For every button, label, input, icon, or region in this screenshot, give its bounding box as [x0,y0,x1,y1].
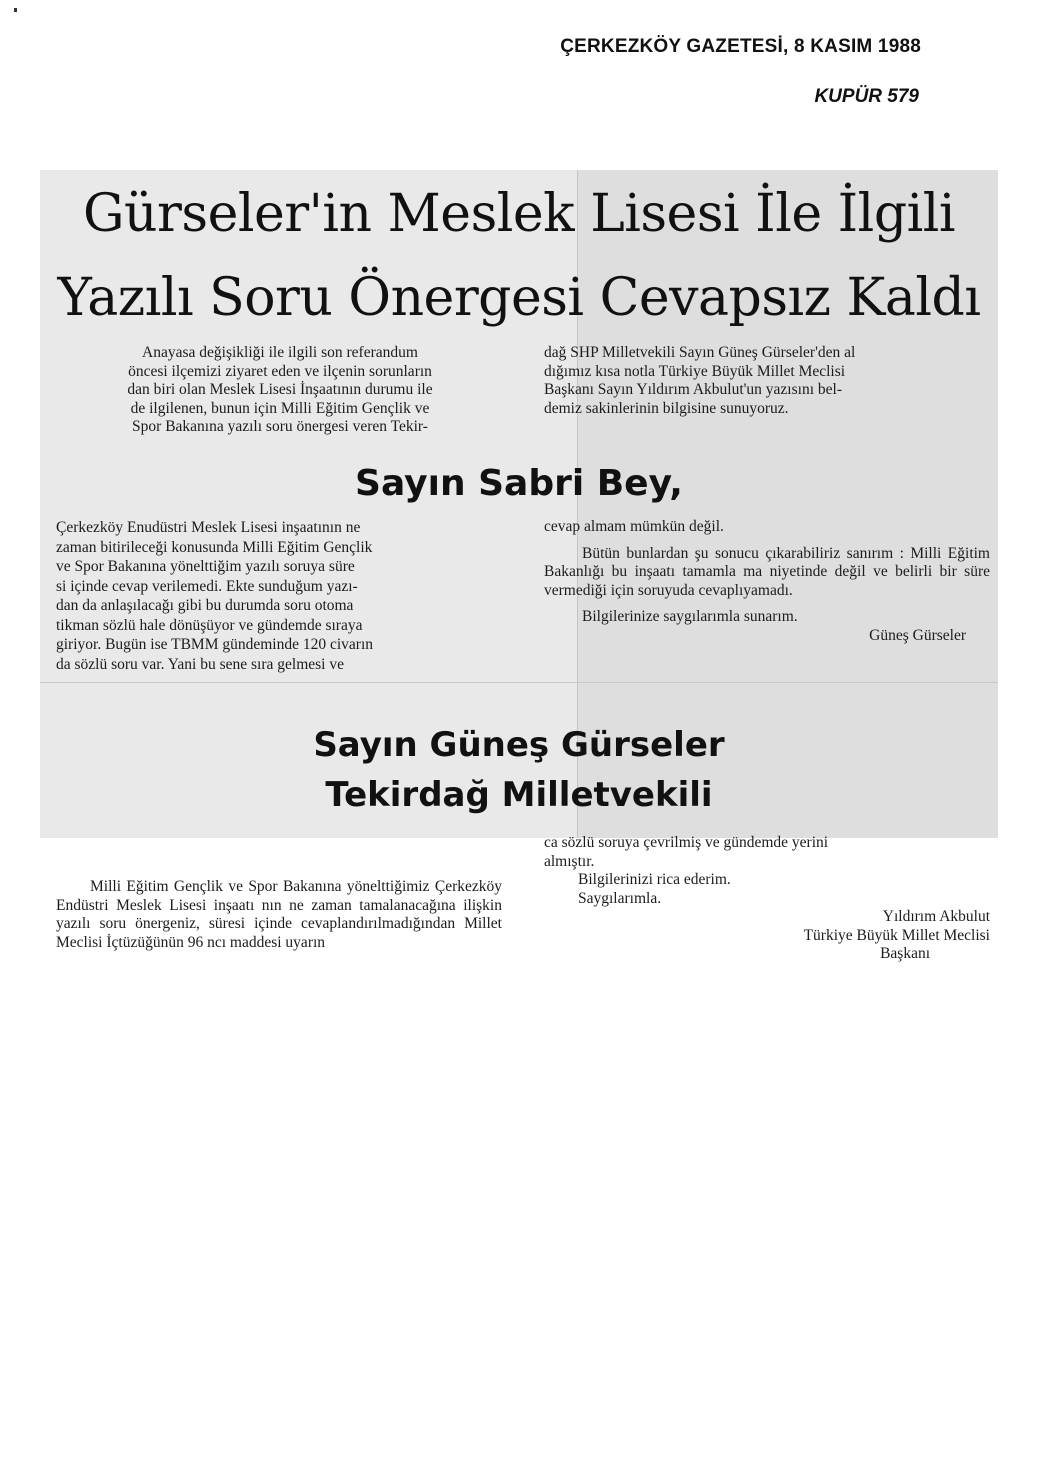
intro-right-column [544,344,992,418]
headline-line-1: Gürseler'in Meslek Lisesi İle İlgili [83,184,955,244]
intro-right-line: demiz sakinlerinin bilgisine sunuyoruz. [544,399,789,417]
letter1-right-paragraph: Bütün bunlardan şu sonucu çıkarabiliriz sanırım : Milli Eğitim Bakanlığı bu inşaatı tamamla ma niyetinde değil ve belirli bir süre vermediği için soruyuda cevaplıyamadı. [544,544,990,599]
letter1-left-column [56,518,502,674]
letter2-left-column [56,878,502,952]
intro-left-line: öncesi ilçemizi ziyaret eden ve ilçenin sorunların [128,362,432,380]
letter1-salutation: Sayın Sabri Bey, [355,463,683,504]
letter2-right-line: Bilgilerinizi rica ederim. [578,871,731,888]
intro-right-line: Başkanı Sayın Yıldırım Akbulut'un yazısını bel- [544,381,842,398]
newspaper-source: ÇERKEZKÖY GAZETESİ, 8 KASIM 1988 [560,36,921,57]
letter1-left-line: dan da anlaşılacağı gibi bu durumda soru otoma [56,597,354,614]
letter2-salutation-title: Tekirdağ Milletvekili [325,775,713,815]
letter1-left-line: Çerkezköy Enudüstri Meslek Lisesi inşaatının ne [56,519,361,536]
letter1-left-line: da sözlü soru var. Yani bu sene sıra gelmesi ve [56,655,344,673]
headline-line-2: Yazılı Soru Önergesi Cevapsız Kaldı [57,268,981,328]
letter1-right-first-line: cevap almam mümkün değil. [544,518,724,535]
scan-speck [14,8,17,12]
letter2-left-paragraph: Milli Eğitim Gençlik ve Spor Bakanına yönelttiğimiz Çerkezköy Endüstri Meslek Lisesi inşaatı nın ne zaman tamalanacağına ilişkin yazılı soru önergeniz, süresi içinde cevaplandırılmadığından Millet Meclisi İçtüzüğünün 96 ncı maddesi uyarın [56,878,502,951]
intro-right-line: dığımız kısa notla Türkiye Büyük Millet Meclisi [544,362,846,380]
letter2-right-line: Saygılarımla. [578,889,662,907]
letter1-left-line: si içinde cevap verilemedi. Ekte sunduğum yazı- [56,577,358,595]
letter2-salutation-name: Sayın Güneş Gürseler [313,725,725,765]
letter2-signature-name: Yıldırım Akbulut [882,908,990,925]
letter1-closing: Bilgilerinize saygılarımla sunarım. [582,608,798,625]
letter2-signature-title: Başkanı [880,945,930,962]
letter1-right-column [544,518,990,645]
intro-left-line: Spor Bakanına yazılı soru önergesi veren Tekir- [132,418,428,435]
clipping-number: KUPÜR 579 [814,86,919,107]
clipping-fold-line [40,682,998,683]
intro-left-line: dan biri olan Meslek Lisesi İnşaatının durumu ile [127,381,433,398]
intro-left-line: de ilgilenen, bunun için Milli Eğitim Gençlik ve [130,399,430,417]
letter1-left-line: zaman bitirileceği konusunda Milli Eğitim Gençlik [56,538,373,556]
letter1-signature: Güneş Gürseler [869,626,966,644]
letter1-left-line: giriyor. Bugün ise TBMM gündeminde 120 civarın [56,636,374,653]
intro-left-line: Anayasa değişikliği ile ilgili son referandum [142,344,418,361]
letter1-left-line: tikman sözlü hale dönüşüyor ve gündemde sıraya [56,616,363,634]
letter1-left-line: ve Spor Bakanına yönelttiğim yazılı soruya süre [56,558,355,575]
intro-right-line: dağ SHP Milletvekili Sayın Güneş Gürseler'den al [544,344,856,361]
letter2-right-column [544,834,990,964]
letter2-right-line: almıştır. [544,852,595,870]
letter2-right-line: ca sözlü soruya çevrilmiş ve gündemde yerini [544,834,829,851]
letter2-signature-title: Türkiye Büyük Millet Meclisi [803,926,990,944]
intro-left-column [56,344,504,437]
